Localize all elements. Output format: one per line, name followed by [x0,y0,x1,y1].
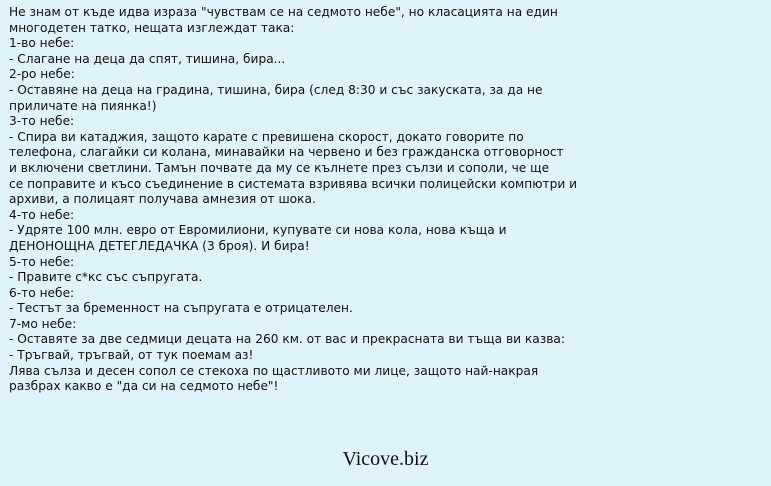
joke-line: архиви, а полицаят получава амнезия от шока. [9,192,316,207]
joke-line: Лява сълза и десен сопол се стекоха по щастливото ми лице, защото най-накрая [9,363,539,378]
joke-line: 6-то небе: [9,285,75,300]
joke-line: 2-ро небе: [9,67,75,82]
joke-line: - Удряте 100 млн. евро от Евромилиони, купувате си нова кола, нова къща и [9,223,507,238]
joke-line: ДЕНОНОЩНА ДЕТЕГЛЕДАЧКА (3 броя). И бира! [9,238,310,253]
joke-line: телефона, слагайки си колана, минавайки на червено и без гражданска отговорност [9,145,564,160]
joke-line: 1-во небе: [9,36,75,51]
joke-line: - Оставяне на деца на градина, тишина, бира (след 8:30 и със закуската, за да не [9,82,543,97]
joke-line: многодетен татко, нещата изглеждат така: [9,20,295,35]
joke-line: 5-то небе: [9,254,75,269]
joke-line: - Слагане на деца да спят, тишина, бира... [9,51,286,66]
joke-line: приличате на пиянка!) [9,98,157,113]
joke-line: Не знам от къде идва израза "чувствам се на седмото небе", но класацията на един [9,5,558,19]
joke-line: - Тръгвай, тръгвай, от тук поемам аз! [9,348,254,363]
joke-line: 4-то небе: [9,207,75,222]
joke-text [9,5,767,395]
joke-line: - Оставяте за две седмици децата на 260 км. от вас и прекрасната ви тъща ви казва: [9,332,565,347]
joke-line: 3-то небе: [9,114,75,129]
joke-line: се поправите и късо съединение в системата взривява всички полицейски компютри и [9,176,578,191]
site-watermark: Vicove.biz [342,448,429,470]
joke-line: - Правите с*кс със съпругата. [9,270,203,285]
joke-line: - Тестът за бременност на съпругата е отрицателен. [9,301,353,316]
joke-line: разбрах какво е "да си на седмото небе"! [9,379,279,394]
joke-line: - Спира ви катаджия, защото карате с превишена скорост, докато говорите по [9,129,524,144]
joke-line: 7-мо небе: [9,316,77,331]
joke-line: и включени светлини. Тамън почвате да му се кълнете през сълзи и сополи, че ще [9,160,550,175]
